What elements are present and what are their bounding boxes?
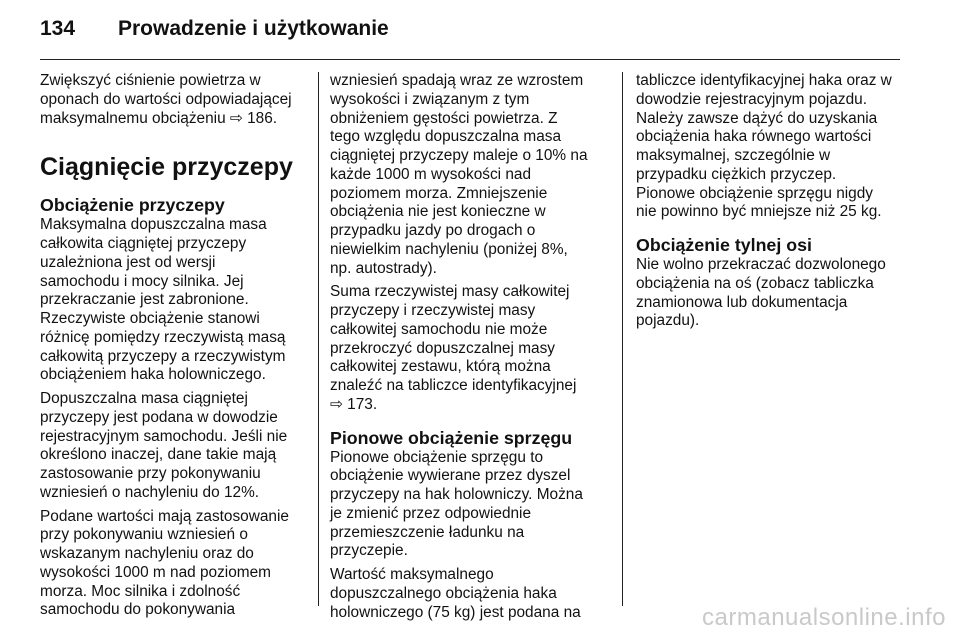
text-line: np. autostrady). [330, 259, 437, 277]
text-line: Zwiększyć ciśnienie powietrza w [40, 72, 261, 89]
text-line: poziomem morza. Zmniejszenie [330, 184, 548, 202]
text-line: różnicę pomiędzy rzeczywistą masą [40, 328, 286, 346]
paragraph [330, 566, 602, 622]
text-line: nie powinno być mniejsze niż 25 kg. [636, 203, 882, 221]
paragraph [40, 216, 308, 385]
text-line: Podane wartości mają zastosowanie [40, 507, 289, 525]
text-line: ciągniętej przyczepy maleje o 10% na [330, 147, 588, 164]
text-line: Dopuszczalna masa ciągniętej [40, 390, 248, 407]
text-line: niewielkim nachyleniu (poniżej 8%, [330, 240, 568, 258]
text-line: przekroczyć dopuszczalnej masy [330, 339, 555, 357]
text-line: oponach do wartości odpowiadającej [40, 90, 292, 108]
text-line: samochodu do pokonywania [40, 601, 236, 619]
text-line: dowodzie rejestracyjnym pojazdu. [636, 90, 867, 108]
text-line: całkowitej samochodu nie może [330, 320, 548, 338]
text-line: całkowitą przyczepy a rzeczywistym [40, 347, 286, 365]
text-line: wskazanym nachyleniu oraz do [40, 545, 254, 562]
text-line: obciążenia na oś (zobacz tabliczka [636, 274, 874, 292]
text-line: przyczepy jest podana w dowodzie [40, 408, 278, 426]
text-line: przy pokonywaniu wzniesień o [40, 526, 248, 544]
intro-paragraph [40, 72, 308, 128]
text-line: przyczepie. [330, 542, 408, 560]
text-line: maksymalnej, szczególnie w [636, 147, 831, 164]
paragraph [636, 72, 904, 222]
text-line: obciążenia nie jest konieczne w [330, 203, 546, 221]
text-line: znaleźć na tabliczce identyfikacyjnej [330, 377, 577, 394]
text-line: dopuszczalnego obciążenia haka [330, 584, 557, 602]
text-line: Wartość maksymalnego [330, 566, 494, 583]
text-line: obciążeniem haka holowniczego. [40, 366, 266, 384]
section-title: Ciągnięcie przyczepy [40, 153, 293, 182]
text-line: Należy zawsze dążyć do uzyskania [636, 109, 878, 127]
text-line: obniżeniem gęstości powietrza. Z [330, 109, 558, 127]
text-line: wysokości i związanym z tym [330, 90, 530, 108]
text-line: Nie wolno przekraczać dozwolonego [636, 256, 886, 273]
paragraph [330, 449, 602, 562]
text-line: przyczepy i rzeczywistej masy [330, 302, 536, 319]
header-divider [40, 59, 900, 60]
text-line: przemieszczenie ładunku na [330, 523, 525, 541]
text-line: każde 1000 m wysokości nad [330, 165, 532, 183]
subsection-title: Pionowe obciążenie sprzęgu [330, 427, 573, 448]
subsection-title: Obciążenie tylnej osi [636, 235, 812, 255]
text-line: samochodu i mocy silnika. Jej [40, 272, 244, 290]
column-divider-1 [318, 72, 319, 606]
text-line: całkowitej zestawu, którą można [330, 358, 551, 376]
page-number: 134 [40, 17, 76, 40]
text-line: Pionowe obciążenie sprzęgu to [330, 448, 544, 466]
text-line: Maksymalna dopuszczalna masa [40, 216, 267, 234]
paragraph [40, 508, 308, 621]
text-line: maksymalnemu obciążeniu ⇨ 186. [40, 109, 278, 127]
text-line: tego względu dopuszczalna masa [330, 128, 562, 146]
text-line: Suma rzeczywistej masy całkowitej [330, 283, 570, 301]
text-line: je zmienić przez odpowiednie [330, 504, 532, 522]
column-3 [636, 72, 904, 336]
paragraph [636, 256, 904, 331]
text-line: przypadku ciężkich przyczep. [636, 165, 837, 183]
subsection-title: Obciążenie przyczepy [40, 195, 225, 216]
text-line: obciążenie wywierane przez dyszel [330, 467, 571, 485]
text-line: przekraczanie jest zabronione. [40, 291, 249, 309]
chapter-title: Prowadzenie i użytkowanie [118, 17, 389, 40]
text-line: wzniesień spadają wraz ze wzrostem [330, 72, 584, 89]
column-1 [40, 72, 308, 625]
paragraph [330, 72, 602, 278]
text-line: rejestracyjnym samochodu. Jeśli nie [40, 427, 288, 445]
text-line: przypadku jazdy po drogach o [330, 222, 536, 239]
page-header [40, 14, 900, 44]
text-line: tabliczce identyfikacyjnej haka oraz w [636, 72, 892, 89]
text-line: Rzeczywiste obciążenie stanowi [40, 310, 260, 327]
text-line: zastosowanie przy pokonywaniu [40, 465, 261, 482]
column-2 [330, 72, 602, 627]
page-reference-link[interactable]: ⇨ 173. [330, 395, 378, 413]
column-divider-2 [622, 72, 623, 606]
text-line: znamionowa lub dokumentacja [636, 293, 848, 311]
paragraph [40, 390, 308, 503]
watermark: carmanualsonline.info [702, 604, 946, 631]
text-line: holowniczego (75 kg) jest podana na [330, 603, 581, 621]
text-line: obciążenia haka równego wartości [636, 128, 872, 146]
text-line: przyczepy na hak holowniczy. Można [330, 486, 583, 503]
text-line: wysokości 1000 m nad poziomem [40, 563, 271, 581]
text-line: określono inaczej, dane takie mają [40, 446, 277, 464]
text-line: Pionowe obciążenie sprzęgu nigdy [636, 184, 873, 202]
text-line: morza. Moc silnika i zdolność [40, 582, 241, 600]
paragraph [330, 283, 602, 414]
text-line: wzniesień o nachyleniu do 12%. [40, 483, 260, 501]
text-line: uzależniona jest od wersji [40, 253, 216, 271]
text-line: całkowita ciągniętej przyczepy [40, 235, 247, 252]
text-line: pojazdu). [636, 312, 700, 330]
